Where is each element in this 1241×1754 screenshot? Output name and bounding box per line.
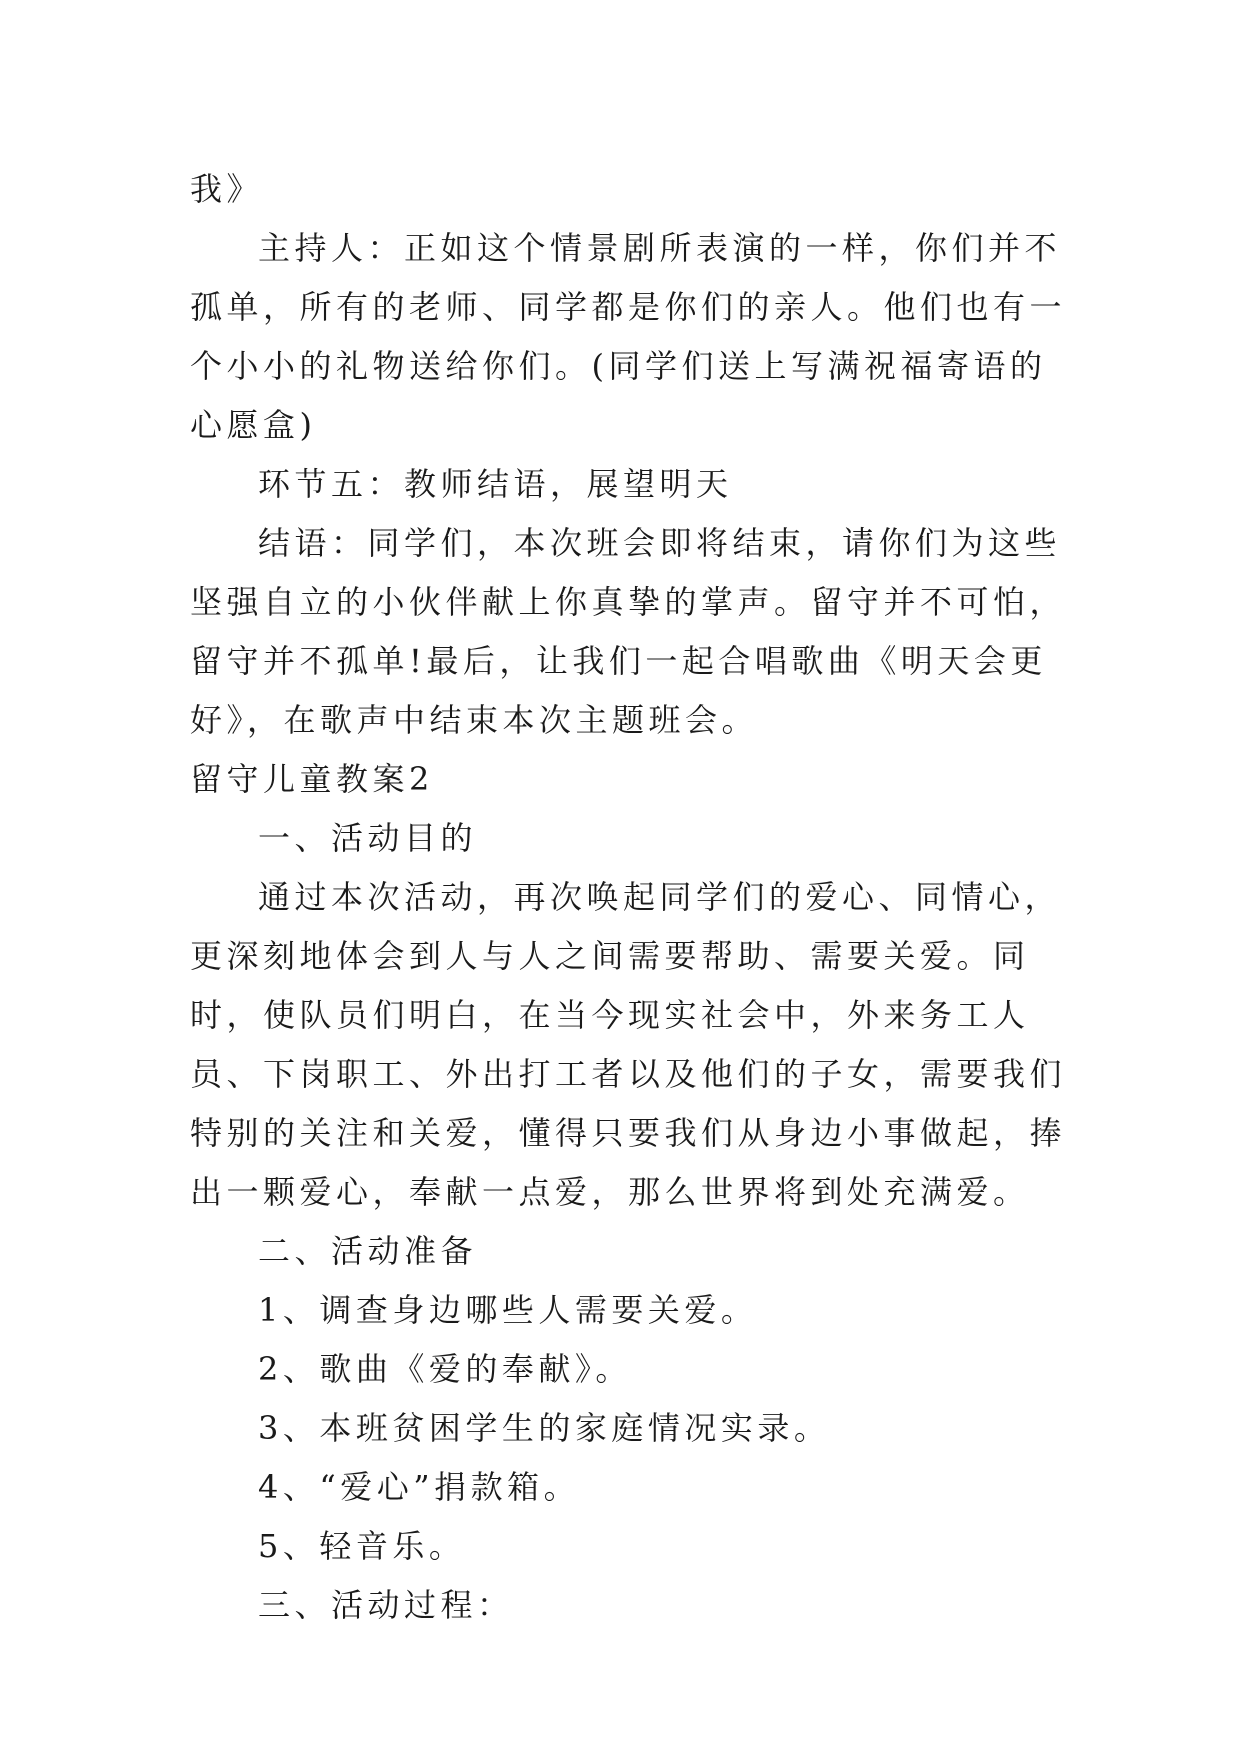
section-heading-purpose: 一、活动目的 (258, 819, 478, 857)
paragraph-closing-remarks: 结语：同学们，本次班会即将结束，请你们为这些坚强自立的小伙伴献上你真挚的掌声。留守并不可怕，留守并不孤单!最后，让我们一起合唱歌曲《明天会更好》，在歌声中结束本次主题班会。 (190, 524, 1067, 739)
list-item: 5、轻音乐。 (258, 1527, 466, 1565)
section-heading-step-five: 环节五：教师结语，展望明天 (258, 465, 733, 503)
document-title: 留守儿童教案2 (190, 760, 434, 798)
list-item: 2、歌曲《爱的奉献》。 (258, 1350, 632, 1388)
paragraph-purpose: 通过本次活动，再次唤起同学们的爱心、同情心，更深刻地体会到人与人之间需要帮助、需要关爱。同时，使队员们明白，在当今现实社会中，外来务工人员、下岗职工、外出打工者以及他们的子女，需要我们特别的关注和关爱，懂得只要我们从身边小事做起，捧出一颗爱心，奉献一点爱，那么世界将到处充满爱。 (190, 878, 1067, 1211)
paragraph-host-speech: 主持人：正如这个情景剧所表演的一样，你们并不孤单，所有的老师、同学都是你们的亲人。他们也有一个小小的礼物送给你们。(同学们送上写满祝福寄语的心愿盒) (190, 229, 1067, 444)
list-item: 4、“爱心”捐款箱。 (258, 1468, 581, 1506)
paragraph-continuation: 我》 (190, 170, 264, 208)
document-body (190, 160, 1070, 1635)
list-item: 1、调查身边哪些人需要关爱。 (258, 1291, 758, 1329)
section-heading-process: 三、活动过程： (258, 1586, 514, 1624)
section-heading-preparation: 二、活动准备 (258, 1232, 478, 1270)
list-item: 3、本班贫困学生的家庭情况实录。 (258, 1409, 831, 1447)
